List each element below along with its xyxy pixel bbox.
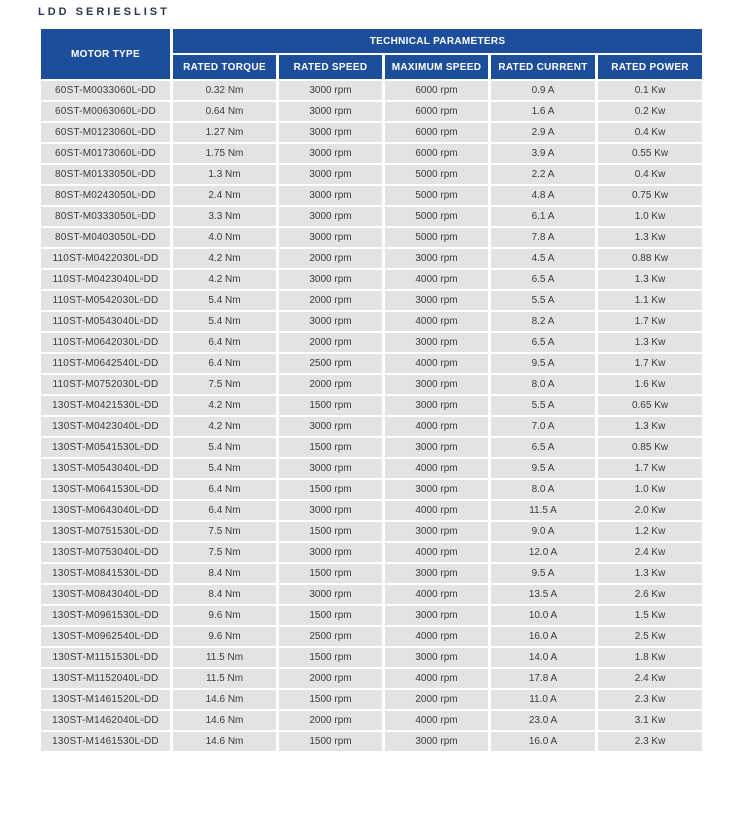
value-cell: 4000 rpm [384,500,490,521]
motor-type-cell: 130ST-M1152040L▫DD [40,668,172,689]
table-row [40,731,704,752]
table-row [40,542,704,563]
value-cell: 0.4 Kw [597,122,704,143]
motor-type-cell: 130ST-M1462040L▫DD [40,710,172,731]
value-cell: 2000 rpm [278,332,384,353]
motor-type-cell: 110ST-M0422030L▫DD [40,248,172,269]
table-row [40,626,704,647]
value-cell: 4000 rpm [384,542,490,563]
value-cell: 7.5 Nm [172,542,278,563]
value-cell: 3000 rpm [278,101,384,122]
table-row [40,227,704,248]
value-cell: 0.64 Nm [172,101,278,122]
value-cell: 2.4 Kw [597,668,704,689]
value-cell: 4.5 A [490,248,597,269]
value-cell: 16.0 A [490,731,597,752]
value-cell: 2000 rpm [278,290,384,311]
group-header-technical-parameters: TECHNICAL PARAMETERS [172,28,704,54]
value-cell: 3000 rpm [278,227,384,248]
column-header-rated-current: RATED CURRENT [490,54,597,80]
value-cell: 6.4 Nm [172,500,278,521]
value-cell: 3000 rpm [278,143,384,164]
value-cell: 2500 rpm [278,353,384,374]
table-row [40,416,704,437]
table-row [40,185,704,206]
value-cell: 5000 rpm [384,185,490,206]
value-cell: 3000 rpm [278,164,384,185]
value-cell: 4.0 Nm [172,227,278,248]
value-cell: 1.2 Kw [597,521,704,542]
page-title: LDD SERIESLIST [38,6,170,18]
value-cell: 8.0 A [490,374,597,395]
value-cell: 11.5 Nm [172,647,278,668]
value-cell: 0.2 Kw [597,101,704,122]
value-cell: 4000 rpm [384,584,490,605]
value-cell: 7.0 A [490,416,597,437]
value-cell: 3000 rpm [278,206,384,227]
value-cell: 9.5 A [490,563,597,584]
value-cell: 4000 rpm [384,458,490,479]
value-cell: 9.5 A [490,353,597,374]
value-cell: 1.27 Nm [172,122,278,143]
motor-type-cell: 130ST-M0423040L▫DD [40,416,172,437]
motor-type-cell: 80ST-M0403050L▫DD [40,227,172,248]
table-row [40,395,704,416]
value-cell: 3000 rpm [384,290,490,311]
value-cell: 0.1 Kw [597,80,704,101]
value-cell: 6000 rpm [384,101,490,122]
value-cell: 2.0 Kw [597,500,704,521]
value-cell: 1500 rpm [278,605,384,626]
value-cell: 4.8 A [490,185,597,206]
value-cell: 0.32 Nm [172,80,278,101]
table-row [40,143,704,164]
value-cell: 4.2 Nm [172,416,278,437]
motor-type-cell: 60ST-M0123060L▫DD [40,122,172,143]
motor-type-cell: 130ST-M0841530L▫DD [40,563,172,584]
value-cell: 1500 rpm [278,437,384,458]
value-cell: 2.3 Kw [597,689,704,710]
value-cell: 6.4 Nm [172,353,278,374]
value-cell: 3000 rpm [384,563,490,584]
value-cell: 5.4 Nm [172,437,278,458]
technical-parameters-table [38,27,705,753]
value-cell: 3000 rpm [384,479,490,500]
value-cell: 3000 rpm [278,122,384,143]
table-row [40,248,704,269]
value-cell: 5000 rpm [384,164,490,185]
value-cell: 0.75 Kw [597,185,704,206]
value-cell: 1.6 Kw [597,374,704,395]
motor-type-cell: 80ST-M0133050L▫DD [40,164,172,185]
value-cell: 1500 rpm [278,647,384,668]
value-cell: 1500 rpm [278,563,384,584]
value-cell: 6000 rpm [384,80,490,101]
column-header-motor-type: MOTOR TYPE [40,28,172,80]
value-cell: 1.0 Kw [597,206,704,227]
value-cell: 1.1 Kw [597,290,704,311]
motor-type-cell: 110ST-M0542030L▫DD [40,290,172,311]
value-cell: 2.6 Kw [597,584,704,605]
value-cell: 1.3 Nm [172,164,278,185]
value-cell: 3000 rpm [278,185,384,206]
value-cell: 2.3 Kw [597,731,704,752]
table-row [40,269,704,290]
value-cell: 2.5 Kw [597,626,704,647]
table-row [40,521,704,542]
value-cell: 3000 rpm [384,521,490,542]
motor-type-cell: 130ST-M0753040L▫DD [40,542,172,563]
motor-type-cell: 110ST-M0642540L▫DD [40,353,172,374]
value-cell: 1.7 Kw [597,458,704,479]
value-cell: 4000 rpm [384,353,490,374]
motor-type-cell: 110ST-M0642030L▫DD [40,332,172,353]
table-row [40,311,704,332]
value-cell: 6.5 A [490,437,597,458]
table-row [40,668,704,689]
column-header-rated-torque: RATED TORQUE [172,54,278,80]
value-cell: 2000 rpm [278,374,384,395]
value-cell: 2.9 A [490,122,597,143]
value-cell: 0.85 Kw [597,437,704,458]
value-cell: 9.6 Nm [172,626,278,647]
value-cell: 3000 rpm [278,416,384,437]
value-cell: 6.4 Nm [172,479,278,500]
value-cell: 4.2 Nm [172,395,278,416]
table-row [40,353,704,374]
value-cell: 3000 rpm [278,584,384,605]
value-cell: 1.75 Nm [172,143,278,164]
value-cell: 7.5 Nm [172,374,278,395]
value-cell: 4.2 Nm [172,269,278,290]
table-row [40,206,704,227]
value-cell: 1.7 Kw [597,311,704,332]
value-cell: 11.0 A [490,689,597,710]
table-row [40,122,704,143]
value-cell: 11.5 Nm [172,668,278,689]
value-cell: 4000 rpm [384,416,490,437]
value-cell: 3000 rpm [384,647,490,668]
value-cell: 23.0 A [490,710,597,731]
value-cell: 14.6 Nm [172,710,278,731]
value-cell: 3000 rpm [384,605,490,626]
value-cell: 2.4 Nm [172,185,278,206]
value-cell: 5.5 A [490,395,597,416]
motor-type-cell: 110ST-M0423040L▫DD [40,269,172,290]
value-cell: 9.5 A [490,458,597,479]
value-cell: 6.5 A [490,332,597,353]
value-cell: 7.8 A [490,227,597,248]
value-cell: 3.1 Kw [597,710,704,731]
value-cell: 6000 rpm [384,143,490,164]
table-row [40,563,704,584]
header-row-group [40,28,704,54]
value-cell: 3.9 A [490,143,597,164]
value-cell: 8.4 Nm [172,584,278,605]
value-cell: 5.4 Nm [172,458,278,479]
motor-type-cell: 130ST-M1461530L▫DD [40,731,172,752]
table-row [40,101,704,122]
table-row [40,605,704,626]
motor-type-cell: 60ST-M0033060L▫DD [40,80,172,101]
value-cell: 10.0 A [490,605,597,626]
value-cell: 3000 rpm [278,269,384,290]
motor-type-cell: 130ST-M0421530L▫DD [40,395,172,416]
value-cell: 16.0 A [490,626,597,647]
motor-type-cell: 130ST-M0961530L▫DD [40,605,172,626]
value-cell: 9.0 A [490,521,597,542]
table-row [40,689,704,710]
table-row [40,647,704,668]
value-cell: 1.6 A [490,101,597,122]
table-row [40,710,704,731]
value-cell: 3000 rpm [384,437,490,458]
motor-type-cell: 60ST-M0063060L▫DD [40,101,172,122]
value-cell: 3000 rpm [384,395,490,416]
value-cell: 5.5 A [490,290,597,311]
value-cell: 5000 rpm [384,206,490,227]
value-cell: 3000 rpm [278,500,384,521]
table-header [40,28,704,80]
value-cell: 1.3 Kw [597,269,704,290]
value-cell: 2.2 A [490,164,597,185]
value-cell: 4000 rpm [384,710,490,731]
table-row [40,584,704,605]
value-cell: 8.2 A [490,311,597,332]
value-cell: 1500 rpm [278,731,384,752]
table-row [40,458,704,479]
table-row [40,479,704,500]
value-cell: 7.5 Nm [172,521,278,542]
motor-type-cell: 130ST-M0641530L▫DD [40,479,172,500]
value-cell: 17.8 A [490,668,597,689]
motor-type-cell: 130ST-M0962540L▫DD [40,626,172,647]
value-cell: 6000 rpm [384,122,490,143]
value-cell: 6.1 A [490,206,597,227]
value-cell: 4000 rpm [384,311,490,332]
table-row [40,332,704,353]
value-cell: 1.0 Kw [597,479,704,500]
motor-type-cell: 80ST-M0333050L▫DD [40,206,172,227]
value-cell: 2000 rpm [384,689,490,710]
value-cell: 1500 rpm [278,395,384,416]
value-cell: 0.9 A [490,80,597,101]
value-cell: 8.0 A [490,479,597,500]
table-body [40,80,704,752]
value-cell: 12.0 A [490,542,597,563]
value-cell: 3000 rpm [384,374,490,395]
value-cell: 14.6 Nm [172,689,278,710]
motor-type-cell: 110ST-M0543040L▫DD [40,311,172,332]
value-cell: 1.3 Kw [597,563,704,584]
value-cell: 0.88 Kw [597,248,704,269]
value-cell: 3000 rpm [384,332,490,353]
value-cell: 1.3 Kw [597,227,704,248]
value-cell: 5.4 Nm [172,290,278,311]
column-header-maximum-speed: MAXIMUM SPEED [384,54,490,80]
value-cell: 6.5 A [490,269,597,290]
column-header-rated-speed: RATED SPEED [278,54,384,80]
table-row [40,374,704,395]
value-cell: 3000 rpm [278,80,384,101]
table-row [40,500,704,521]
motor-type-cell: 130ST-M0543040L▫DD [40,458,172,479]
value-cell: 11.5 A [490,500,597,521]
motor-type-cell: 130ST-M0643040L▫DD [40,500,172,521]
value-cell: 1.8 Kw [597,647,704,668]
motor-type-cell: 110ST-M0752030L▫DD [40,374,172,395]
value-cell: 1.5 Kw [597,605,704,626]
value-cell: 3000 rpm [278,311,384,332]
value-cell: 3000 rpm [384,248,490,269]
value-cell: 2500 rpm [278,626,384,647]
value-cell: 0.65 Kw [597,395,704,416]
value-cell: 9.6 Nm [172,605,278,626]
motor-type-cell: 60ST-M0173060L▫DD [40,143,172,164]
value-cell: 8.4 Nm [172,563,278,584]
motor-type-cell: 130ST-M0541530L▫DD [40,437,172,458]
column-header-rated-power: RATED POWER [597,54,704,80]
motor-type-cell: 130ST-M0843040L▫DD [40,584,172,605]
value-cell: 4000 rpm [384,269,490,290]
value-cell: 2000 rpm [278,248,384,269]
value-cell: 3000 rpm [278,542,384,563]
value-cell: 4000 rpm [384,626,490,647]
value-cell: 3000 rpm [278,458,384,479]
value-cell: 4000 rpm [384,668,490,689]
value-cell: 6.4 Nm [172,332,278,353]
table-row [40,164,704,185]
table-row [40,290,704,311]
value-cell: 3000 rpm [384,731,490,752]
value-cell: 2000 rpm [278,668,384,689]
value-cell: 5000 rpm [384,227,490,248]
value-cell: 1500 rpm [278,521,384,542]
value-cell: 4.2 Nm [172,248,278,269]
value-cell: 1500 rpm [278,479,384,500]
motor-type-cell: 80ST-M0243050L▫DD [40,185,172,206]
table-row [40,437,704,458]
motor-type-cell: 130ST-M0751530L▫DD [40,521,172,542]
table-row [40,80,704,101]
motor-type-cell: 130ST-M1151530L▫DD [40,647,172,668]
value-cell: 1.3 Kw [597,332,704,353]
value-cell: 1.3 Kw [597,416,704,437]
motor-type-cell: 130ST-M1461520L▫DD [40,689,172,710]
value-cell: 13.5 A [490,584,597,605]
value-cell: 2.4 Kw [597,542,704,563]
value-cell: 0.55 Kw [597,143,704,164]
value-cell: 14.6 Nm [172,731,278,752]
value-cell: 14.0 A [490,647,597,668]
value-cell: 0.4 Kw [597,164,704,185]
value-cell: 3.3 Nm [172,206,278,227]
value-cell: 5.4 Nm [172,311,278,332]
value-cell: 1500 rpm [278,689,384,710]
value-cell: 1.7 Kw [597,353,704,374]
value-cell: 2000 rpm [278,710,384,731]
